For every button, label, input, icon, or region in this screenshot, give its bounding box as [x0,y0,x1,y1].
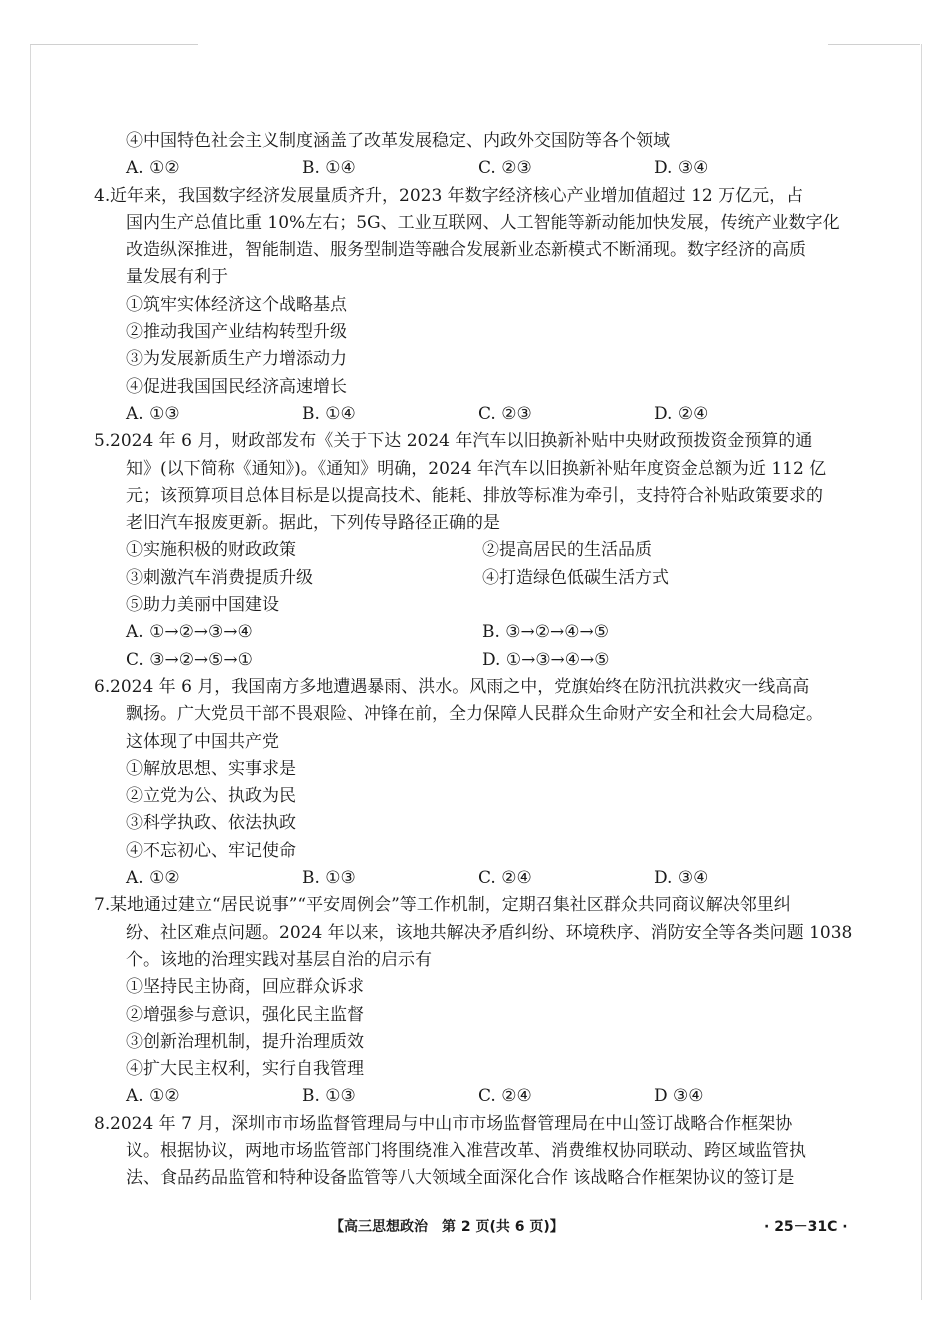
q4-options [110,401,850,428]
q8-number: 8. [94,1113,111,1134]
q4-stem-line: 量发展有利于 [126,267,228,288]
q6-option-b: B. ①③ [302,868,356,889]
q5-option-b: B. ③→②→④→⑤ [482,622,609,643]
page-footer [0,1216,950,1240]
q5-option-c: C. ③→②→⑤→① [126,649,253,670]
q6-option-c: C. ②④ [478,868,532,889]
q5-stem-line: 知》(以下简称《通知》)。《通知》明确，2024 年汽车以旧换新补贴年度资金总额为近 112 亿 [126,458,827,479]
q7-statement: ③创新治理机制，提升治理质效 [126,1031,364,1052]
q5-option-row [110,647,850,674]
q5-statement: ②提高居民的生活品质 [482,540,652,561]
q5-statement: ④打造绿色低碳生活方式 [482,567,669,588]
q6-number: 6. [94,676,111,697]
q4-option-a: A. ①③ [126,403,180,424]
q4-statement: ④促进我国国民经济高速增长 [126,376,347,397]
q6-stem-line: 6. 2024 年 6 月，我国南方多地遭遇暴雨、洪水。风雨之中，党旗始终在防汛抗洪救灾一线高高 [110,674,850,701]
q6-statement: ④不忘初心、牢记使命 [126,840,296,861]
q5-option-a: A. ①→②→③→④ [126,622,253,643]
q7-statement: ①坚持民主协商，回应群众诉求 [126,977,364,998]
q6-option-a: A. ①② [126,868,180,889]
q7-stem-line: 7. 某地通过建立“居民说事”“平安周例会”等工作机制，定期召集社区群众共同商议解决邻里纠 [110,892,850,919]
q3-option-c: C. ②③ [478,158,532,179]
q6-option-d: D. ③④ [654,868,709,889]
q6-options [110,865,850,892]
q7-option-c: C. ②④ [478,1086,532,1107]
q5-number: 5. [94,431,111,452]
question-content [94,128,853,1193]
q8-stem-line: 8. 2024 年 7 月，深圳市市场监督管理局与中山市市场监督管理局在中山签订战略合作框架协 [110,1111,850,1138]
q4-number: 4. [94,185,111,206]
q4-option-c: C. ②③ [478,403,532,424]
q4-stem-line: 改造纵深推进，智能制造、服务型制造等融合发展新业态新模式不断涌现。数字经济的高质 [126,240,806,261]
q6-stem-line: 这体现了中国共产党 [126,731,279,752]
q8-stem-line: 议。根据协议，两地市场监管部门将围绕准入准营改革、消费维权协同联动、跨区域监管执 [126,1140,806,1161]
q5-statement: ③刺激汽车消费提质升级 [126,567,313,588]
q5-option-row [110,619,850,646]
q4-statement: ①筑牢实体经济这个战略基点 [126,294,347,315]
q7-option-a: A. ①② [126,1086,180,1107]
q5-stem-line: 元；该预算项目总体目标是以提高技术、能耗、排放等标准为牵引，支持符合补贴政策要求的 [126,485,823,506]
q4-statement: ②推动我国产业结构转型升级 [126,322,347,343]
q6-stem-line: 飘扬。广大党员干部不畏艰险、冲锋在前，全力保障人民群众生命财产安全和社会大局稳定。 [126,704,823,725]
q5-statement-row [110,565,850,592]
q3-option-a: A. ①② [126,158,180,179]
q5-statement-row [110,537,850,564]
q7-option-d: D ③④ [654,1086,704,1107]
q3-option-b: B. ①④ [302,158,356,179]
q5-stem-line: 老旧汽车报废更新。据此，下列传导路径正确的是 [126,513,500,534]
q5-statement: ⑤助力美丽中国建设 [126,595,279,616]
q7-options [110,1083,850,1110]
top-rule-right [828,44,920,45]
q3-statement-4: ④中国特色社会主义制度涵盖了改革发展稳定、内政外交国防等各个领域 [126,131,670,151]
q5-stem-line: 5. 2024 年 6 月，财政部发布《关于下达 2024 年汽车以旧换新补贴中央财政预拨资金预算的通 [110,428,850,455]
q3-options [110,155,850,182]
q3-option-d: D. ③④ [654,158,709,179]
q7-option-b: B. ①③ [302,1086,356,1107]
q6-statement: ①解放思想、实事求是 [126,758,296,779]
q7-statement: ②增强参与意识，强化民主监督 [126,1004,364,1025]
q7-stem-line: 个。该地的治理实践对基层自治的启示有 [126,949,432,970]
q4-option-d: D. ②④ [654,403,709,424]
q6-statement: ②立党为公、执政为民 [126,786,296,807]
footer-page-info: 【高三思想政治 第 2 页(共 6 页)】 [330,1219,564,1235]
q8-stem-line: 法、食品药品监管和特种设备监管等八大领域全面深化合作 该战略合作框架协议的签订是 [126,1168,795,1189]
q5-option-d: D. ①→③→④→⑤ [482,649,610,670]
q7-statement: ④扩大民主权利，实行自我管理 [126,1059,364,1080]
q4-stem-line: 4. 近年来，我国数字经济发展量质齐升，2023 年数字经济核心产业增加值超过 12 万亿元，占 [110,183,850,210]
q7-stem-line: 纷、社区难点问题。2024 年以来，该地共解决矛盾纠纷、环境秩序、消防安全等各类问题 1038 [126,922,853,943]
q4-stem-line: 国内生产总值比重 10%左右；5G、工业互联网、人工智能等新动能加快发展，传统产业数字化 [126,212,840,233]
q7-number: 7. [94,895,111,916]
top-rule-left [30,44,198,45]
q5-statement: ①实施积极的财政政策 [126,540,296,561]
q6-statement: ③科学执政、依法执政 [126,813,296,834]
q4-statement: ③为发展新质生产力增添动力 [126,349,347,370]
footer-exam-code: · 25－31C · [764,1219,848,1235]
q4-option-b: B. ①④ [302,403,356,424]
